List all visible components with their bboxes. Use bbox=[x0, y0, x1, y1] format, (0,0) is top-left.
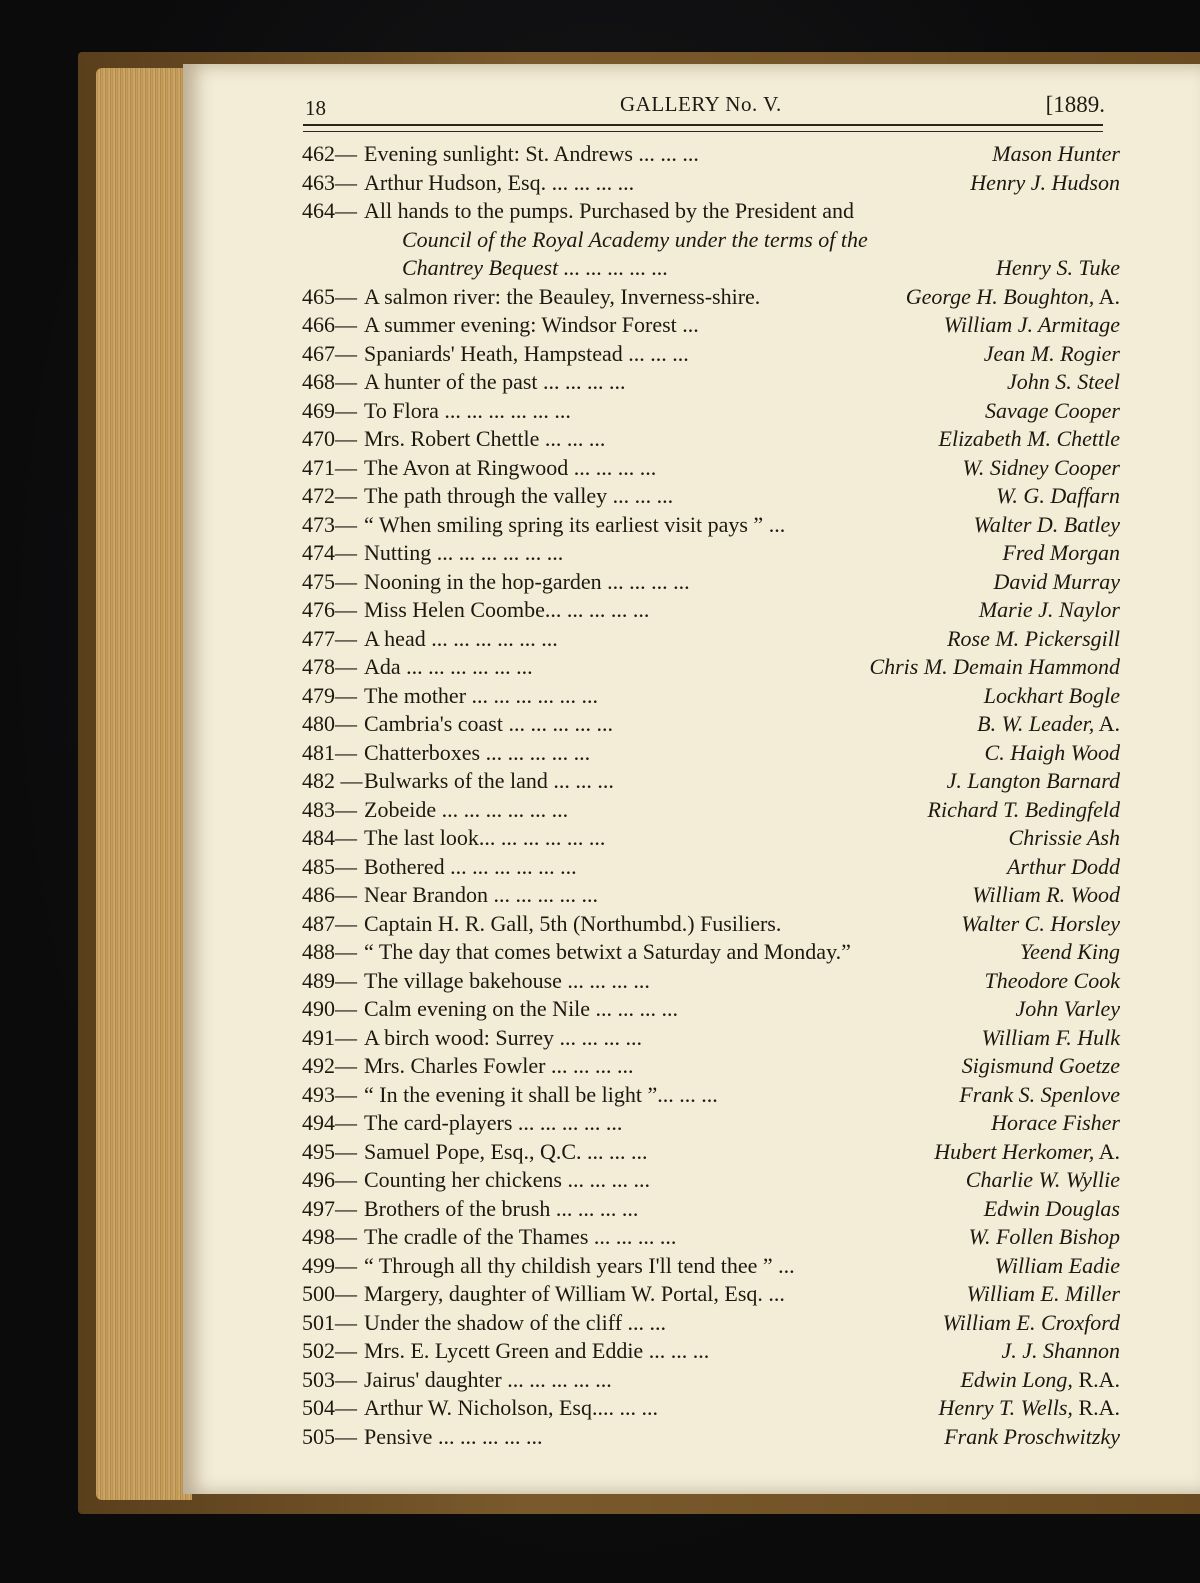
artist-name: B. W. Leader, bbox=[977, 711, 1095, 736]
entry-number: 491— bbox=[302, 1024, 357, 1050]
catalogue-entry bbox=[302, 1109, 1120, 1138]
entry-number: 489— bbox=[302, 967, 357, 993]
entry-number: 473— bbox=[302, 511, 357, 537]
entry-title: “ When smiling spring its earliest visit pays ” ... bbox=[364, 511, 786, 537]
entry-artist bbox=[963, 454, 1120, 483]
catalogue-entry bbox=[302, 425, 1120, 454]
entry-number: 475— bbox=[302, 568, 357, 594]
entry-title: Evening sunlight: St. Andrews ... ... ... bbox=[364, 141, 699, 166]
entry-artist bbox=[984, 340, 1120, 369]
artist-name: John S. Steel bbox=[1006, 369, 1120, 394]
entry-artist bbox=[1009, 824, 1120, 853]
entry-artist bbox=[1007, 853, 1120, 882]
entry-artist bbox=[974, 511, 1120, 540]
entry-artist bbox=[869, 653, 1120, 682]
artist-name: John Varley bbox=[1015, 996, 1120, 1021]
entry-artist bbox=[960, 1366, 1120, 1395]
catalogue-entry bbox=[302, 1366, 1120, 1395]
catalogue-entry bbox=[302, 1223, 1120, 1252]
entry-title: “ The day that comes betwixt a Saturday and Monday.” bbox=[364, 939, 851, 964]
entry-title: Spaniards' Heath, Hampstead ... ... ... bbox=[364, 340, 689, 366]
artist-name: Henry J. Hudson bbox=[970, 169, 1120, 195]
entry-artist bbox=[982, 1024, 1120, 1053]
artist-suffix: R.A. bbox=[1072, 1366, 1120, 1392]
catalogue-entry bbox=[302, 368, 1120, 397]
entry-number: 471— bbox=[302, 454, 357, 480]
entry-artist bbox=[995, 1252, 1120, 1281]
entry-artist bbox=[970, 169, 1120, 198]
entry-number: 482 — bbox=[302, 768, 363, 793]
entry-number: 500— bbox=[302, 1281, 357, 1306]
catalogue-entry bbox=[302, 596, 1120, 625]
artist-name: Yeend King bbox=[1019, 939, 1120, 964]
entry-artist bbox=[979, 596, 1120, 625]
catalogue-entry bbox=[302, 340, 1120, 369]
entry-artist bbox=[939, 425, 1120, 454]
entry-artist bbox=[1016, 995, 1120, 1024]
artist-name: Frank Proschwitzky bbox=[944, 1423, 1120, 1449]
catalogue-entry bbox=[302, 1166, 1120, 1195]
entry-artist bbox=[947, 767, 1120, 796]
artist-name: William E. Miller bbox=[966, 1281, 1120, 1306]
entry-number: 478— bbox=[302, 654, 357, 679]
catalogue-entry bbox=[302, 625, 1120, 654]
catalogue-entry bbox=[302, 539, 1120, 568]
entry-title: Margery, daughter of William W. Portal, Esq. ... bbox=[364, 1281, 785, 1306]
entry-number: 495— bbox=[302, 1138, 357, 1164]
artist-name: Hubert Herkomer, bbox=[934, 1138, 1095, 1164]
entry-title: A summer evening: Windsor Forest ... bbox=[364, 312, 699, 337]
catalogue-entry bbox=[302, 454, 1120, 483]
entry-artist bbox=[1007, 368, 1120, 397]
entry-artist bbox=[967, 1280, 1120, 1309]
entry-title: Brothers of the brush ... ... ... ... bbox=[364, 1195, 639, 1221]
artist-name: Fred Morgan bbox=[1002, 540, 1120, 565]
entry-title: Bothered ... ... ... ... ... ... bbox=[364, 853, 577, 879]
entry-artist bbox=[938, 1394, 1120, 1423]
entry-artist bbox=[985, 967, 1120, 996]
artist-name: Marie J. Naylor bbox=[978, 597, 1120, 622]
entry-title: All hands to the pumps. Purchased by the President and bbox=[364, 198, 855, 223]
entry-title: Mrs. Charles Fowler ... ... ... ... bbox=[364, 1053, 634, 1078]
catalogue-entry bbox=[302, 311, 1120, 340]
artist-name: William J. Armitage bbox=[943, 312, 1120, 337]
artist-name: William E. Croxford bbox=[942, 1309, 1120, 1335]
artist-name: Walter C. Horsley bbox=[961, 910, 1120, 936]
catalogue-entry bbox=[302, 254, 1120, 283]
artist-suffix: A. bbox=[1094, 1138, 1120, 1164]
catalogue-entry bbox=[302, 140, 1120, 169]
entry-number: 490— bbox=[302, 996, 357, 1021]
catalogue-entry bbox=[302, 1394, 1120, 1423]
entry-number: 484— bbox=[302, 825, 357, 850]
entry-title: Chantrey Bequest ... ... ... ... ... bbox=[402, 255, 669, 280]
entry-number: 504— bbox=[302, 1395, 357, 1420]
entry-title: The path through the valley ... ... ... bbox=[364, 483, 674, 508]
entry-artist bbox=[962, 1052, 1120, 1081]
entry-title: The village bakehouse ... ... ... ... bbox=[364, 967, 650, 993]
artist-name: Sigismund Goetze bbox=[961, 1053, 1120, 1078]
entry-number: 479— bbox=[302, 682, 357, 708]
entry-number: 487— bbox=[302, 910, 357, 936]
entry-title: The last look... ... ... ... ... ... bbox=[364, 825, 606, 850]
entry-title: Council of the Royal Academy under the terms of the bbox=[402, 226, 868, 252]
entry-title: Cambria's coast ... ... ... ... ... bbox=[364, 711, 613, 736]
catalogue-entry bbox=[302, 853, 1120, 882]
entry-number: 499— bbox=[302, 1252, 357, 1278]
artist-name: Henry S. Tuke bbox=[995, 255, 1120, 280]
entry-artist bbox=[985, 739, 1120, 768]
entry-title: Arthur Hudson, Esq. ... ... ... ... bbox=[364, 169, 635, 195]
artist-name: George H. Boughton, bbox=[905, 283, 1095, 309]
entry-title: Near Brandon ... ... ... ... ... bbox=[364, 882, 599, 907]
entry-title: Calm evening on the Nile ... ... ... ... bbox=[364, 996, 679, 1021]
entry-artist bbox=[1002, 539, 1120, 568]
catalogue-entry bbox=[302, 938, 1120, 967]
catalogue-entry bbox=[302, 1309, 1120, 1338]
catalogue-entry bbox=[302, 967, 1120, 996]
artist-name: Lockhart Bogle bbox=[983, 682, 1120, 708]
artist-name: Mason Hunter bbox=[992, 141, 1120, 166]
entry-title: Samuel Pope, Esq., Q.C. ... ... ... bbox=[364, 1138, 648, 1164]
catalogue-entry bbox=[302, 1280, 1120, 1309]
entry-number: 477— bbox=[302, 625, 357, 651]
entry-title: Nutting ... ... ... ... ... ... bbox=[364, 540, 564, 565]
artist-name: Arthur Dodd bbox=[1006, 853, 1120, 879]
catalogue-entry bbox=[302, 653, 1120, 682]
entry-number: 501— bbox=[302, 1309, 357, 1335]
entry-artist bbox=[994, 568, 1120, 597]
artist-name: William R. Wood bbox=[972, 882, 1120, 907]
entry-title: A salmon river: the Beauley, Inverness-shire. bbox=[364, 283, 761, 309]
artist-name: David Murray bbox=[993, 568, 1120, 594]
entry-artist bbox=[1001, 1337, 1120, 1366]
entry-title: Counting her chickens ... ... ... ... bbox=[364, 1167, 650, 1192]
artist-name: J. J. Shannon bbox=[1001, 1338, 1120, 1363]
artist-name: C. Haigh Wood bbox=[984, 739, 1120, 765]
entry-artist bbox=[966, 1166, 1120, 1195]
page-edges bbox=[96, 68, 192, 1500]
entry-artist bbox=[947, 625, 1120, 654]
artist-name: William Eadie bbox=[994, 1252, 1120, 1278]
catalogue-entry bbox=[302, 226, 1120, 255]
entry-artist bbox=[944, 1423, 1120, 1452]
entry-title: A hunter of the past ... ... ... ... bbox=[364, 369, 626, 394]
entry-number: 465— bbox=[302, 283, 357, 309]
artist-name: Frank S. Spenlove bbox=[959, 1081, 1120, 1107]
entry-title: The Avon at Ringwood ... ... ... ... bbox=[364, 454, 657, 480]
artist-name: Edwin Long, bbox=[960, 1366, 1073, 1392]
entry-artist bbox=[928, 796, 1120, 825]
entry-number: 488— bbox=[302, 939, 357, 964]
entry-number: 494— bbox=[302, 1110, 357, 1135]
artist-name: Savage Cooper bbox=[984, 397, 1120, 423]
artist-name: Jean M. Rogier bbox=[983, 340, 1120, 366]
catalogue-entry bbox=[302, 568, 1120, 597]
entry-title: Mrs. E. Lycett Green and Eddie ... ... ... bbox=[364, 1338, 710, 1363]
artist-name: Edwin Douglas bbox=[983, 1195, 1120, 1221]
entry-title: Miss Helen Coombe... ... ... ... ... bbox=[364, 597, 650, 622]
entry-artist bbox=[961, 910, 1120, 939]
page-header bbox=[305, 92, 1105, 128]
catalogue-entry bbox=[302, 767, 1120, 796]
entry-number: 492— bbox=[302, 1053, 357, 1078]
catalogue-entry bbox=[302, 682, 1120, 711]
entry-number: 485— bbox=[302, 853, 357, 879]
entry-artist bbox=[991, 1109, 1120, 1138]
entry-artist bbox=[943, 1309, 1120, 1338]
catalogue-entry bbox=[302, 1052, 1120, 1081]
entry-number: 496— bbox=[302, 1167, 357, 1192]
artist-name: Charlie W. Wyllie bbox=[965, 1167, 1120, 1192]
entry-number: 497— bbox=[302, 1195, 357, 1221]
artist-suffix: A. bbox=[1094, 711, 1120, 736]
artist-name: Elizabeth M. Chettle bbox=[938, 426, 1120, 451]
entry-artist bbox=[959, 1081, 1120, 1110]
entry-artist bbox=[984, 1195, 1120, 1224]
entry-number: 474— bbox=[302, 540, 357, 565]
catalogue-entry bbox=[302, 1252, 1120, 1281]
entry-artist bbox=[977, 710, 1120, 739]
year: [1889. bbox=[1045, 92, 1105, 117]
entry-title: Ada ... ... ... ... ... ... bbox=[364, 654, 533, 679]
artist-name: W. Sidney Cooper bbox=[962, 454, 1120, 480]
entry-number: 480— bbox=[302, 711, 357, 736]
entry-title: A head ... ... ... ... ... ... bbox=[364, 625, 558, 651]
entry-title: “ Through all thy childish years I'll tend thee ” ... bbox=[364, 1252, 795, 1278]
catalogue-entry bbox=[302, 1423, 1120, 1452]
artist-name: Richard T. Bedingfeld bbox=[927, 796, 1120, 822]
entry-number: 469— bbox=[302, 397, 357, 423]
entry-number: 503— bbox=[302, 1366, 357, 1392]
entry-artist bbox=[944, 311, 1120, 340]
entry-title: Bulwarks of the land ... ... ... bbox=[364, 768, 614, 793]
entry-number: 493— bbox=[302, 1081, 357, 1107]
catalogue-entry bbox=[302, 995, 1120, 1024]
artist-suffix: R.A. bbox=[1072, 1395, 1120, 1420]
catalogue-entry bbox=[302, 197, 1120, 226]
entry-artist bbox=[992, 140, 1120, 169]
artist-name: Henry T. Wells, bbox=[938, 1395, 1073, 1420]
entry-number: 502— bbox=[302, 1338, 357, 1363]
catalogue-list bbox=[302, 140, 1120, 1451]
entry-artist bbox=[984, 682, 1120, 711]
entry-number: 464— bbox=[302, 198, 357, 223]
entry-number: 498— bbox=[302, 1224, 357, 1249]
entry-number: 467— bbox=[302, 340, 357, 366]
catalogue-entry bbox=[302, 1138, 1120, 1167]
entry-title: Jairus' daughter ... ... ... ... ... bbox=[364, 1366, 612, 1392]
catalogue-entry bbox=[302, 482, 1120, 511]
gallery-title: GALLERY No. V. bbox=[620, 92, 782, 116]
entry-artist bbox=[996, 482, 1120, 511]
catalogue-entry bbox=[302, 283, 1120, 312]
artist-name: Walter D. Batley bbox=[973, 511, 1120, 537]
entry-number: 481— bbox=[302, 739, 357, 765]
entry-number: 462— bbox=[302, 141, 357, 166]
entry-title: Under the shadow of the cliff ... ... bbox=[364, 1309, 667, 1335]
catalogue-entry bbox=[302, 1195, 1120, 1224]
catalogue-entry bbox=[302, 910, 1120, 939]
entry-artist bbox=[906, 283, 1120, 312]
entry-title: Chatterboxes ... ... ... ... ... bbox=[364, 739, 591, 765]
artist-name: Horace Fisher bbox=[991, 1110, 1120, 1135]
page-number: 18 bbox=[305, 96, 326, 120]
artist-name: W. G. Daffarn bbox=[996, 483, 1120, 508]
entry-title: Pensive ... ... ... ... ... bbox=[364, 1423, 543, 1449]
entry-title: The card-players ... ... ... ... ... bbox=[364, 1110, 623, 1135]
artist-name: Rose M. Pickersgill bbox=[947, 625, 1120, 651]
catalogue-entry bbox=[302, 1024, 1120, 1053]
entry-number: 463— bbox=[302, 169, 357, 195]
catalogue-entry bbox=[302, 824, 1120, 853]
entry-number: 472— bbox=[302, 483, 357, 508]
artist-name: Theodore Cook bbox=[984, 967, 1120, 993]
artist-name: W. Follen Bishop bbox=[968, 1224, 1120, 1249]
catalogue-entry bbox=[302, 1081, 1120, 1110]
catalogue-entry bbox=[302, 796, 1120, 825]
entry-title: Mrs. Robert Chettle ... ... ... bbox=[364, 426, 606, 451]
catalogue-entry bbox=[302, 169, 1120, 198]
catalogue-entry bbox=[302, 397, 1120, 426]
artist-name: J. Langton Barnard bbox=[946, 768, 1120, 793]
catalogue-entry bbox=[302, 739, 1120, 768]
entry-number: 483— bbox=[302, 796, 357, 822]
entry-artist bbox=[972, 881, 1120, 910]
entry-number: 470— bbox=[302, 426, 357, 451]
entry-number: 468— bbox=[302, 369, 357, 394]
catalogue-entry bbox=[302, 511, 1120, 540]
entry-title: Zobeide ... ... ... ... ... ... bbox=[364, 796, 569, 822]
artist-suffix: A. bbox=[1094, 283, 1120, 309]
header-rule bbox=[303, 124, 1103, 132]
entry-artist bbox=[934, 1138, 1120, 1167]
entry-number: 486— bbox=[302, 882, 357, 907]
artist-name: William F. Hulk bbox=[981, 1024, 1120, 1050]
entry-title: Arthur W. Nicholson, Esq.... ... ... bbox=[364, 1395, 658, 1420]
catalogue-entry bbox=[302, 710, 1120, 739]
catalogue-entry bbox=[302, 881, 1120, 910]
catalogue-entry bbox=[302, 1337, 1120, 1366]
entry-artist bbox=[985, 397, 1120, 426]
entry-artist bbox=[1020, 938, 1120, 967]
entry-artist bbox=[996, 254, 1120, 283]
entry-number: 466— bbox=[302, 312, 357, 337]
entry-title: Captain H. R. Gall, 5th (Northumbd.) Fusiliers. bbox=[364, 910, 782, 936]
entry-artist bbox=[969, 1223, 1120, 1252]
entry-number: 505— bbox=[302, 1423, 357, 1449]
artist-name: Chris M. Demain Hammond bbox=[869, 654, 1120, 679]
entry-title: To Flora ... ... ... ... ... ... bbox=[364, 397, 571, 423]
artist-name: Chrissie Ash bbox=[1008, 825, 1120, 850]
entry-title: The cradle of the Thames ... ... ... ... bbox=[364, 1224, 677, 1249]
entry-title: “ In the evening it shall be light ”... ... ... bbox=[364, 1081, 718, 1107]
entry-title: Nooning in the hop-garden ... ... ... ... bbox=[364, 568, 690, 594]
entry-title: The mother ... ... ... ... ... ... bbox=[364, 682, 599, 708]
entry-title: A birch wood: Surrey ... ... ... ... bbox=[364, 1024, 643, 1050]
entry-number: 476— bbox=[302, 597, 357, 622]
